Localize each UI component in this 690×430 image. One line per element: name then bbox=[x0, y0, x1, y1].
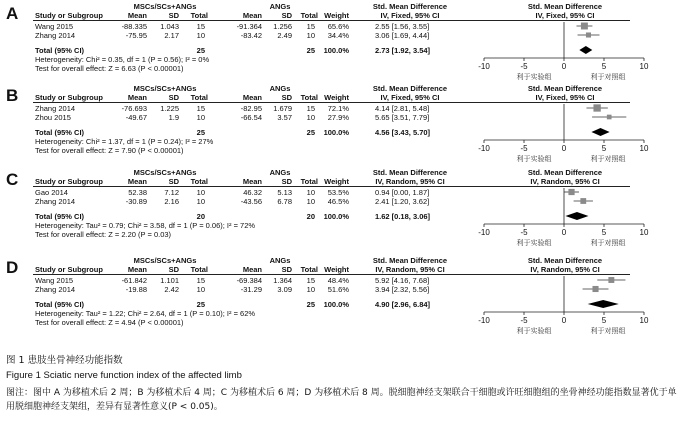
total-diamond bbox=[591, 128, 609, 136]
favours-experimental-label: 利于实验组 bbox=[516, 73, 552, 81]
study-total-1: 10 bbox=[196, 285, 205, 294]
col-mean-2: Mean bbox=[242, 11, 262, 20]
figure-note: 图注：图中 A 为移植术后 2 周；B 为移植术后 4 周；C 为移植术后 6 周；D 为移植术后 8 周。脱细胞神经支架联合干细胞或许旺细胞组的坐骨神经功能指数显著优于单用脱细胞神经支架组，差异有显著性意义(P < 0.05)。 bbox=[6, 388, 677, 412]
study-point bbox=[607, 115, 612, 120]
total-label: Total (95% CI) bbox=[35, 212, 85, 221]
study-total-1: 15 bbox=[196, 22, 205, 31]
col-method: IV, Fixed, 95% CI bbox=[380, 11, 440, 20]
study-name: Zhang 2014 bbox=[35, 197, 76, 206]
study-ci: 3.94 [2.32, 5.56] bbox=[375, 285, 430, 294]
col-sd-1: SD bbox=[168, 177, 179, 186]
col-sd-2: SD bbox=[281, 265, 292, 274]
forest-plot bbox=[478, 20, 658, 82]
x-tick-label: -5 bbox=[520, 228, 528, 237]
study-weight: 48.4% bbox=[327, 276, 349, 285]
smd-title: Std. Mean Difference bbox=[372, 168, 448, 177]
total-diamond bbox=[588, 300, 619, 308]
study-mean-2: -43.56 bbox=[240, 197, 262, 206]
total-weight: 100.0% bbox=[323, 46, 349, 55]
study-name: Zhang 2014 bbox=[35, 285, 76, 294]
favours-control-label: 利于对照组 bbox=[590, 155, 626, 163]
col-plot-method: IV, Random, 95% CI bbox=[530, 265, 600, 274]
study-weight: 53.5% bbox=[327, 188, 349, 197]
col-plot-method: IV, Fixed, 95% CI bbox=[535, 11, 595, 20]
study-ci: 2.41 [1.20, 3.62] bbox=[375, 197, 430, 206]
study-name: Zhang 2014 bbox=[35, 104, 76, 113]
study-ci: 0.94 [0.00, 1.87] bbox=[375, 188, 430, 197]
study-mean-2: 46.32 bbox=[243, 188, 262, 197]
study-mean-1: 52.38 bbox=[128, 188, 147, 197]
heterogeneity-text: Heterogeneity: Chi² = 0.35, df = 1 (P = 0.56); I² = 0% bbox=[35, 55, 210, 64]
figure-caption-cn: 图 1 患肢坐骨神经功能指数 bbox=[6, 355, 123, 366]
study-weight: 46.5% bbox=[327, 197, 349, 206]
total-diamond bbox=[565, 212, 588, 220]
col-total-1: Total bbox=[190, 265, 208, 274]
panel-label: A bbox=[6, 4, 19, 23]
favours-control-label: 利于对照组 bbox=[590, 327, 626, 335]
study-mean-2: -69.384 bbox=[236, 276, 262, 285]
forest-plot bbox=[478, 274, 658, 336]
total-ci: 4.90 [2.96, 6.84] bbox=[375, 300, 431, 309]
total-label: Total (95% CI) bbox=[35, 300, 85, 309]
x-tick-label: 10 bbox=[639, 228, 649, 237]
study-total-1: 10 bbox=[196, 113, 205, 122]
x-tick-label: 0 bbox=[561, 316, 567, 325]
total-label: Total (95% CI) bbox=[35, 46, 85, 55]
col-total-1: Total bbox=[190, 11, 208, 20]
forest-panel-b bbox=[0, 84, 690, 166]
study-sd-2: 3.09 bbox=[277, 285, 292, 294]
total-n-1: 25 bbox=[196, 128, 205, 137]
col-sd-1: SD bbox=[168, 93, 179, 102]
total-n-2: 25 bbox=[306, 128, 315, 137]
x-tick-label: 0 bbox=[561, 62, 567, 71]
col-mean-2: Mean bbox=[242, 93, 262, 102]
study-point bbox=[592, 286, 598, 292]
total-ci: 4.56 [3.43, 5.70] bbox=[375, 128, 431, 137]
total-weight: 100.0% bbox=[323, 128, 349, 137]
col-plot-method: IV, Fixed, 95% CI bbox=[535, 93, 595, 102]
col-total-2: Total bbox=[300, 11, 318, 20]
smd-plot-title: Std. Mean Difference bbox=[527, 256, 603, 265]
x-tick-label: 10 bbox=[639, 144, 649, 153]
heterogeneity-text: Heterogeneity: Tau² = 0.79; Chi² = 3.58, df = 1 (P = 0.06); I² = 72% bbox=[35, 221, 256, 230]
study-mean-1: -75.95 bbox=[125, 31, 147, 40]
favours-experimental-label: 利于实验组 bbox=[516, 239, 552, 247]
col-mean-2: Mean bbox=[242, 177, 262, 186]
total-diamond bbox=[579, 46, 592, 54]
group1-header: MSCs/SCs+ANGs bbox=[133, 256, 197, 265]
group2-header: ANGs bbox=[269, 2, 291, 11]
forest-panel-c bbox=[0, 168, 690, 250]
study-sd-2: 1.679 bbox=[273, 104, 292, 113]
study-ci: 3.06 [1.69, 4.44] bbox=[375, 31, 430, 40]
study-sd-1: 1.101 bbox=[160, 276, 179, 285]
col-study: Study or Subgroup bbox=[35, 93, 103, 102]
study-point bbox=[608, 277, 614, 283]
group1-header: MSCs/SCs+ANGs bbox=[133, 168, 197, 177]
col-sd-2: SD bbox=[281, 11, 292, 20]
study-total-2: 10 bbox=[306, 285, 315, 294]
x-tick-label: 5 bbox=[601, 316, 607, 325]
study-total-2: 10 bbox=[306, 188, 315, 197]
x-tick-label: -10 bbox=[478, 144, 490, 153]
group1-header: MSCs/SCs+ANGs bbox=[133, 84, 197, 93]
x-tick-label: 5 bbox=[601, 144, 607, 153]
total-n-1: 25 bbox=[196, 300, 205, 309]
study-mean-2: -91.364 bbox=[236, 22, 262, 31]
figure-caption-en: Figure 1 Sciatic nerve function index of the affected limb bbox=[6, 370, 242, 381]
col-total-2: Total bbox=[300, 177, 318, 186]
study-name: Zhang 2014 bbox=[35, 31, 76, 40]
study-sd-1: 1.9 bbox=[168, 113, 179, 122]
study-ci: 2.55 [1.56, 3.55] bbox=[375, 22, 430, 31]
study-ci: 5.65 [3.51, 7.79] bbox=[375, 113, 430, 122]
col-sd-2: SD bbox=[281, 177, 292, 186]
study-total-2: 10 bbox=[306, 197, 315, 206]
study-sd-1: 1.225 bbox=[160, 104, 179, 113]
col-study: Study or Subgroup bbox=[35, 177, 103, 186]
smd-plot-title: Std. Mean Difference bbox=[527, 168, 603, 177]
study-mean-1: -19.88 bbox=[125, 285, 147, 294]
group2-header: ANGs bbox=[269, 168, 291, 177]
col-mean-1: Mean bbox=[127, 93, 147, 102]
x-tick-label: 0 bbox=[561, 228, 567, 237]
x-tick-label: 10 bbox=[639, 62, 649, 71]
col-mean-1: Mean bbox=[127, 177, 147, 186]
study-mean-2: -31.29 bbox=[240, 285, 262, 294]
study-mean-2: -83.42 bbox=[240, 31, 262, 40]
study-total-1: 10 bbox=[196, 197, 205, 206]
x-tick-label: 5 bbox=[601, 228, 607, 237]
favours-experimental-label: 利于实验组 bbox=[516, 327, 552, 335]
x-tick-label: -10 bbox=[478, 62, 490, 71]
study-name: Gao 2014 bbox=[35, 188, 68, 197]
study-sd-1: 1.043 bbox=[160, 22, 179, 31]
study-sd-2: 1.256 bbox=[273, 22, 292, 31]
study-total-2: 15 bbox=[306, 276, 315, 285]
x-tick-label: -10 bbox=[478, 228, 490, 237]
study-sd-2: 2.49 bbox=[277, 31, 292, 40]
study-sd-2: 6.78 bbox=[277, 197, 292, 206]
col-total-2: Total bbox=[300, 265, 318, 274]
study-weight: 51.6% bbox=[327, 285, 349, 294]
col-plot-method: IV, Random, 95% CI bbox=[530, 177, 600, 186]
study-point bbox=[580, 198, 586, 204]
heterogeneity-text: Heterogeneity: Tau² = 1.22; Chi² = 2.64, df = 1 (P = 0.10); I² = 62% bbox=[35, 309, 256, 318]
study-point bbox=[568, 189, 574, 195]
col-weight: Weight bbox=[324, 177, 349, 186]
forest-panel-d bbox=[0, 256, 690, 338]
study-ci: 4.14 [2.81, 5.48] bbox=[375, 104, 430, 113]
study-sd-1: 7.12 bbox=[164, 188, 179, 197]
study-total-1: 15 bbox=[196, 276, 205, 285]
heterogeneity-text: Heterogeneity: Chi² = 1.37, df = 1 (P = 0.24); I² = 27% bbox=[35, 137, 214, 146]
forest-plot bbox=[478, 102, 658, 164]
col-sd-1: SD bbox=[168, 265, 179, 274]
smd-plot-title: Std. Mean Difference bbox=[527, 84, 603, 93]
study-point bbox=[586, 32, 591, 37]
study-mean-1: -30.89 bbox=[125, 197, 147, 206]
study-ci: 5.92 [4.16, 7.68] bbox=[375, 276, 430, 285]
total-weight: 100.0% bbox=[323, 212, 349, 221]
total-n-1: 25 bbox=[196, 46, 205, 55]
col-weight: Weight bbox=[324, 93, 349, 102]
total-ci: 2.73 [1.92, 3.54] bbox=[375, 46, 431, 55]
study-sd-2: 3.57 bbox=[277, 113, 292, 122]
study-name: Wang 2015 bbox=[35, 22, 74, 31]
panel-label: C bbox=[6, 170, 19, 189]
col-study: Study or Subgroup bbox=[35, 11, 103, 20]
study-weight: 34.4% bbox=[327, 31, 349, 40]
col-sd-1: SD bbox=[168, 11, 179, 20]
study-sd-1: 2.16 bbox=[164, 197, 179, 206]
study-total-2: 15 bbox=[306, 104, 315, 113]
study-total-1: 15 bbox=[196, 104, 205, 113]
col-weight: Weight bbox=[324, 11, 349, 20]
overall-effect-text: Test for overall effect: Z = 2.20 (P = 0.03) bbox=[35, 230, 172, 239]
study-total-2: 10 bbox=[306, 113, 315, 122]
total-weight: 100.0% bbox=[323, 300, 349, 309]
col-mean-2: Mean bbox=[242, 265, 262, 274]
col-mean-1: Mean bbox=[127, 11, 147, 20]
forest-panel-a bbox=[0, 2, 690, 84]
col-method: IV, Random, 95% CI bbox=[375, 265, 445, 274]
group2-header: ANGs bbox=[269, 84, 291, 93]
x-tick-label: -5 bbox=[520, 62, 528, 71]
study-total-2: 15 bbox=[306, 22, 315, 31]
study-mean-1: -76.693 bbox=[121, 104, 147, 113]
forest-plot bbox=[478, 186, 658, 248]
study-total-1: 10 bbox=[196, 31, 205, 40]
panel-label: D bbox=[6, 258, 19, 277]
study-mean-1: -49.67 bbox=[125, 113, 147, 122]
smd-plot-title: Std. Mean Difference bbox=[527, 2, 603, 11]
overall-effect-text: Test for overall effect: Z = 4.94 (P < 0.00001) bbox=[35, 318, 184, 327]
study-point bbox=[581, 23, 588, 30]
favours-experimental-label: 利于实验组 bbox=[516, 155, 552, 163]
favours-control-label: 利于对照组 bbox=[590, 73, 626, 81]
col-method: IV, Random, 95% CI bbox=[375, 177, 445, 186]
x-tick-label: -5 bbox=[520, 316, 528, 325]
x-tick-label: 0 bbox=[561, 144, 567, 153]
study-mean-1: -61.842 bbox=[121, 276, 147, 285]
x-tick-label: 10 bbox=[639, 316, 649, 325]
group1-header: MSCs/SCs+ANGs bbox=[133, 2, 197, 11]
study-sd-2: 1.364 bbox=[273, 276, 292, 285]
total-n-1: 20 bbox=[196, 212, 205, 221]
study-name: Zhou 2015 bbox=[35, 113, 71, 122]
study-weight: 65.6% bbox=[327, 22, 349, 31]
col-method: IV, Fixed, 95% CI bbox=[380, 93, 440, 102]
study-mean-1: -88.335 bbox=[121, 22, 147, 31]
favours-control-label: 利于对照组 bbox=[590, 239, 626, 247]
col-weight: Weight bbox=[324, 265, 349, 274]
smd-title: Std. Mean Difference bbox=[372, 2, 448, 11]
x-tick-label: 5 bbox=[601, 62, 607, 71]
study-weight: 72.1% bbox=[327, 104, 349, 113]
study-sd-1: 2.42 bbox=[164, 285, 179, 294]
total-ci: 1.62 [0.18, 3.06] bbox=[375, 212, 431, 221]
smd-title: Std. Mean Difference bbox=[372, 84, 448, 93]
study-total-1: 10 bbox=[196, 188, 205, 197]
total-n-2: 25 bbox=[306, 46, 315, 55]
col-total-1: Total bbox=[190, 93, 208, 102]
col-study: Study or Subgroup bbox=[35, 265, 103, 274]
study-mean-2: -82.95 bbox=[240, 104, 262, 113]
total-label: Total (95% CI) bbox=[35, 128, 85, 137]
study-point bbox=[593, 104, 600, 111]
group2-header: ANGs bbox=[269, 256, 291, 265]
total-n-2: 20 bbox=[306, 212, 315, 221]
panel-label: B bbox=[6, 86, 19, 105]
x-tick-label: -5 bbox=[520, 144, 528, 153]
overall-effect-text: Test for overall effect: Z = 7.90 (P < 0.00001) bbox=[35, 146, 184, 155]
study-sd-2: 5.13 bbox=[277, 188, 292, 197]
study-name: Wang 2015 bbox=[35, 276, 74, 285]
study-sd-1: 2.17 bbox=[164, 31, 179, 40]
smd-title: Std. Mean Difference bbox=[372, 256, 448, 265]
col-total-2: Total bbox=[300, 93, 318, 102]
col-mean-1: Mean bbox=[127, 265, 147, 274]
col-total-1: Total bbox=[190, 177, 208, 186]
study-mean-2: -66.54 bbox=[240, 113, 262, 122]
total-n-2: 25 bbox=[306, 300, 315, 309]
study-total-2: 10 bbox=[306, 31, 315, 40]
col-sd-2: SD bbox=[281, 93, 292, 102]
study-weight: 27.9% bbox=[327, 113, 349, 122]
x-tick-label: -10 bbox=[478, 316, 490, 325]
overall-effect-text: Test for overall effect: Z = 6.63 (P < 0.00001) bbox=[35, 64, 184, 73]
